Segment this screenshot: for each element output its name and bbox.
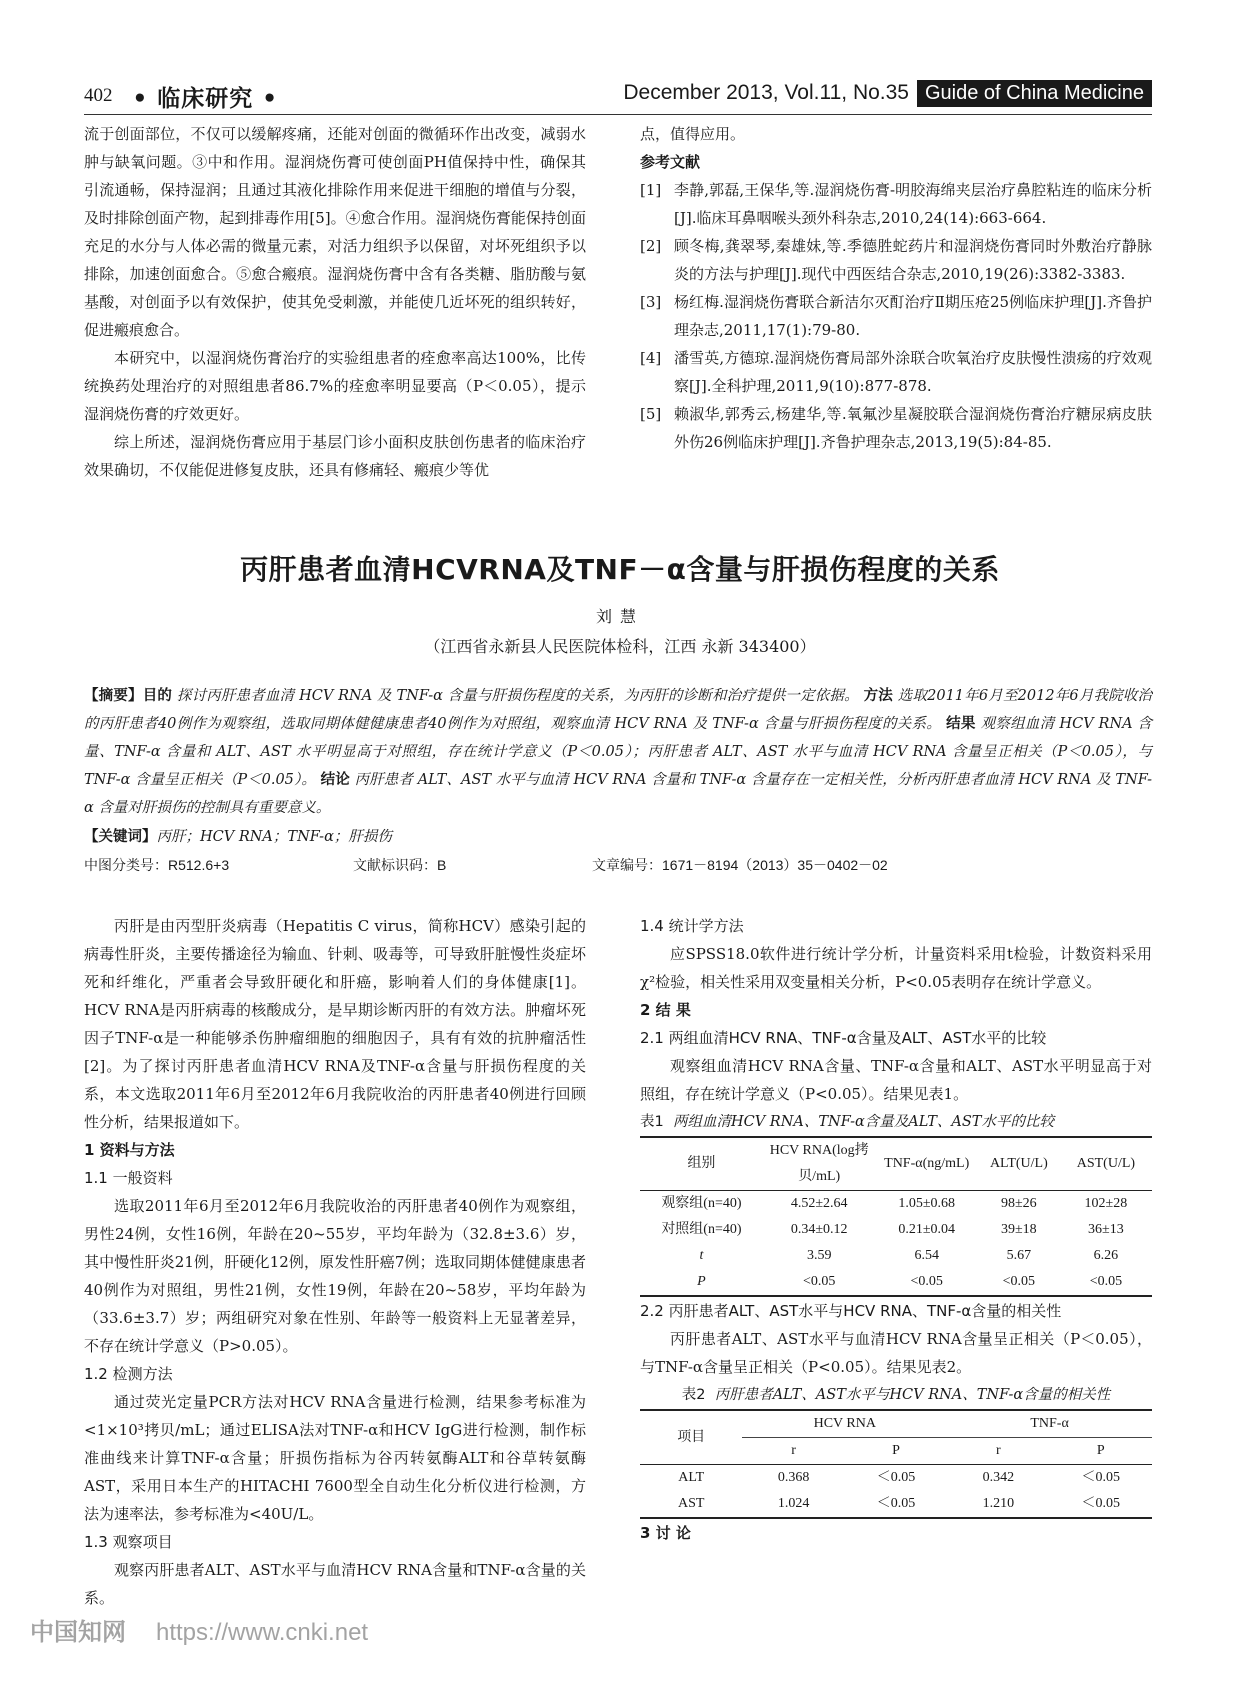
table-cell: P xyxy=(697,1274,706,1289)
table-cell: ALT xyxy=(678,1470,705,1485)
table-header-cell: HCV RNA xyxy=(813,1416,876,1431)
table-row xyxy=(640,1217,1152,1243)
running-header-right xyxy=(623,78,1152,108)
subsection-heading: 1.3 观察项目 xyxy=(84,1533,173,1551)
reference-item xyxy=(640,232,1152,288)
article-number xyxy=(592,851,888,880)
prev-paragraph-3: 综上所述，湿润烧伤膏应用于基层门诊小面积皮肤创伤患者的临床治疗效果确切，不仅能促进修复皮肤，还具有修痛轻、瘢痕少等优 xyxy=(84,433,586,479)
table-cell: 1.05±0.68 xyxy=(898,1196,956,1211)
table2-caption xyxy=(640,1381,1152,1409)
reference-number: [3] xyxy=(640,293,662,311)
table-header-cell: 项目 xyxy=(677,1429,706,1445)
table-cell: 39±18 xyxy=(1001,1222,1037,1237)
article-affiliation: （江西省永新县人民医院体检科，江西 永新 343400） xyxy=(424,637,816,656)
section-heading: 3 讨 论 xyxy=(640,1524,691,1542)
reference-text: 潘雪英,方德琼.湿润烧伤膏局部外涂联合吹氧治疗皮肤慢性溃疡的疗效观察[J].全科护理,2011,9(10):877-878. xyxy=(674,349,1152,395)
table-cell: <0.05 xyxy=(1089,1274,1123,1289)
table-header-row xyxy=(640,1410,1152,1438)
table-header-cell: P xyxy=(845,1438,947,1465)
page-number: 402 xyxy=(84,85,113,106)
table-cell: ＜0.05 xyxy=(1081,1496,1121,1511)
section-heading: 2 结 果 xyxy=(640,1001,691,1019)
table-cell: 0.368 xyxy=(777,1470,810,1485)
table-row xyxy=(640,1191,1152,1218)
table-cell: 对照组(n=40) xyxy=(661,1222,742,1237)
cnki-watermark xyxy=(30,1612,368,1647)
subsection-heading: 1.2 检测方法 xyxy=(84,1365,173,1383)
subsection-heading: 1.1 一般资料 xyxy=(84,1169,173,1187)
table-cell: 98±26 xyxy=(1001,1196,1037,1211)
table-cell: 5.67 xyxy=(1006,1248,1032,1263)
reference-item xyxy=(640,344,1152,400)
keywords-text: 丙肝；HCV RNA；TNF-α；肝损伤 xyxy=(156,829,392,845)
article-no-value: 1671－8194（2013）35－0402－02 xyxy=(662,857,888,873)
table-cell: ＜0.05 xyxy=(876,1470,916,1485)
table-cell: ＜0.05 xyxy=(1081,1470,1121,1485)
body-paragraph: 通过荧光定量PCR方法对HCV RNA含量进行检测，结果参考标准为<1×10³拷贝/mL；通过ELISA法对TNF-α和HCV IgG进行检测，制作标准曲线来计算TNF-α含量；肝损伤指标为谷丙转氨酶ALT和谷草转氨酶AST，采用日本生产的HITACHI 7600型全自动生化分析仪进行检测，方法为速率法，参考标准为<40U/L。 xyxy=(84,1393,586,1523)
article-title: 丙肝患者血清HCVRNA及TNF－α含量与肝损伤程度的关系 xyxy=(240,553,1000,586)
abstract-conclusion-label: 结论 xyxy=(320,772,350,788)
section-name: • 临床研究 • xyxy=(132,85,278,112)
abstract-purpose: 探讨丙肝患者血清 HCV RNA 及 TNF-α 含量与肝损伤程度的关系，为丙肝的诊断和治疗提供一定依据。 xyxy=(176,688,859,704)
prev-article-right-column xyxy=(640,120,1152,456)
table-header-cell: HCV RNA(log拷贝/mL) xyxy=(769,1143,869,1184)
table-cell: t xyxy=(699,1248,704,1263)
abstract-conclusion: 丙肝患者 ALT、AST 水平与血清 HCV RNA 含量和 TNF-α 含量存在一定相关性，分析丙肝患者血清 HCV RNA 及 TNF-α 含量对肝损伤的控制具有重要意义。 xyxy=(84,772,1153,816)
table-cell: 3.59 xyxy=(806,1248,832,1263)
keywords xyxy=(84,823,1152,851)
table-cell: 6.26 xyxy=(1093,1248,1119,1263)
table-cell: 4.52±2.64 xyxy=(790,1196,848,1211)
reference-number: [1] xyxy=(640,181,662,199)
doc-code-value: B xyxy=(437,857,447,873)
table-header-cell: r xyxy=(947,1438,1049,1465)
table-header-cell: ALT(U/L) xyxy=(989,1156,1048,1171)
table-header-cell: AST(U/L) xyxy=(1076,1156,1136,1171)
table-row xyxy=(640,1243,1152,1269)
reference-item xyxy=(640,400,1152,456)
running-header-left xyxy=(84,78,278,114)
clc-number xyxy=(84,851,229,880)
abstract-method: 选取2011年6月至2012年6月我院收治的丙肝患者40例作为观察组，选取同期体健健康患者40例作为对照组，观察血清 HCV RNA 及 TNF-α 含量与肝损伤程度的关系。 xyxy=(84,688,1153,732)
abstract xyxy=(84,682,1152,822)
subsection-heading: 1.4 统计学方法 xyxy=(640,917,744,935)
table-header-cell: P xyxy=(1050,1438,1152,1465)
subsection-heading: 2.1 两组血清HCV RNA、TNF-α含量及ALT、AST水平的比较 xyxy=(640,1029,1047,1047)
body-paragraph: 选取2011年6月至2012年6月我院收治的丙肝患者40例作为观察组，男性24例，女性16例，年龄在20~55岁，平均年龄为（32.8±3.6）岁，其中慢性肝炎21例，肝硬化12例，原发性肝癌7例；选取同期体健健康患者40例作为对照组，男性21例，女性19例，年龄在20~58岁，平均年龄为（33.6±3.7）岁；两组研究对象在性别、年龄等一般资料上无显著差异，不存在统计学意义（P>0.05）。 xyxy=(84,1197,586,1355)
table1-title: 两组血清HCV RNA、TNF-α含量及ALT、AST水平的比较 xyxy=(672,1114,1054,1130)
reference-text: 顾冬梅,龚翠琴,秦雄妹,等.季德胜蛇药片和湿润烧伤膏同时外敷治疗静脉炎的方法与护理[J].现代中西医结合杂志,2010,19(26):3382-3383. xyxy=(674,237,1152,283)
reference-number: [2] xyxy=(640,237,662,255)
doc-code-label: 文献标识码： xyxy=(353,858,437,874)
body-paragraph: 观察丙肝患者ALT、AST水平与血清HCV RNA含量和TNF-α含量的关系。 xyxy=(84,1561,586,1607)
clc-label: 中图分类号： xyxy=(84,858,168,874)
reference-text: 李静,郭磊,王保华,等.湿润烧伤膏-明胶海绵夹层治疗鼻腔粘连的临床分析[J].临床耳鼻咽喉头颈外科杂志,2010,24(14):663-664. xyxy=(674,181,1152,227)
table-header-cell: TNF-α xyxy=(1030,1416,1069,1431)
body-paragraph: 应SPSS18.0软件进行统计学分析，计量资料采用t检验，计数资料采用χ²检验，相关性采用双变量相关分析，P<0.05表明存在统计学意义。 xyxy=(640,945,1152,991)
clc-value: R512.6+3 xyxy=(168,857,230,873)
table2-title: 丙肝患者ALT、AST水平与HCV RNA、TNF-α含量的相关性 xyxy=(714,1387,1111,1403)
table2 xyxy=(640,1409,1152,1519)
table-header-cell: r xyxy=(742,1438,844,1465)
table1-caption xyxy=(640,1108,1152,1136)
abstract-purpose-label: 目的 xyxy=(142,688,173,704)
references-title: 参考文献 xyxy=(640,153,701,171)
header-rule xyxy=(84,114,1152,115)
table-row xyxy=(640,1269,1152,1296)
body-right-column xyxy=(640,912,1152,1547)
table1-number: 表1 xyxy=(640,1114,664,1130)
reference-text: 赖淑华,郭秀云,杨建华,等.氧氟沙星凝胶联合湿润烧伤膏治疗糖尿病皮肤外伤26例临床护理[J].齐鲁护理杂志,2013,19(5):84-85. xyxy=(674,405,1152,451)
table-header-cell: TNF-α(ng/mL) xyxy=(884,1156,970,1171)
prev-continuation: 点，值得应用。 xyxy=(640,125,746,143)
body-left-column xyxy=(84,912,586,1612)
table-cell: <0.05 xyxy=(910,1274,943,1289)
issue-info: December 2013, Vol.11, No.35 xyxy=(623,81,909,104)
table-cell: ＜0.05 xyxy=(876,1496,916,1511)
table-cell: AST xyxy=(677,1496,705,1511)
article-author: 刘慧 xyxy=(595,607,644,626)
watermark-url: https://www.cnki.net xyxy=(156,1619,369,1646)
journal-name: Guide of China Medicine xyxy=(917,80,1152,107)
reference-item xyxy=(640,176,1152,232)
abstract-method-label: 方法 xyxy=(863,688,893,704)
reference-number: [4] xyxy=(640,349,662,367)
table-cell: 0.34±0.12 xyxy=(790,1222,848,1237)
keywords-label: 【关键词】 xyxy=(84,829,157,845)
table-cell: 观察组(n=40) xyxy=(661,1196,742,1211)
reference-number: [5] xyxy=(640,405,662,423)
prev-paragraph-2: 本研究中，以湿润烧伤膏治疗的实验组患者的痊愈率高达100%，比传统换药处理治疗的对照组患者86.7%的痊愈率明显要高（P＜0.05），提示湿润烧伤膏的疗效更好。 xyxy=(84,349,586,423)
prev-article-left-column xyxy=(84,120,586,484)
table-cell: 1.024 xyxy=(777,1496,810,1511)
abstract-label: 【摘要】 xyxy=(84,688,143,704)
intro-paragraph: 丙肝是由丙型肝炎病毒（Hepatitis C virus，简称HCV）感染引起的病毒性肝炎，主要传播途径为输血、针刺、吸毒等，可导致肝脏慢性炎症坏死和纤维化，严重者会导致肝硬化和肝癌，影响着人们的身体健康[1]。HCV RNA是丙肝病毒的核酸成分，是早期诊断丙肝的有效方法。肿瘤坏死因子TNF-α是一种能够杀伤肿瘤细胞的细胞因子，具有有效的抗肿瘤活性[2]。为了探讨丙肝患者血清HCV RNA及TNF-α含量与肝损伤程度的关系，本文选取2011年6月至2012年6月我院收治的丙肝患者40例进行回顾性分析，结果报道如下。 xyxy=(84,917,586,1131)
abstract-result-label: 结果 xyxy=(946,716,976,732)
section-heading: 1 资料与方法 xyxy=(84,1141,175,1159)
table-row xyxy=(640,1465,1152,1492)
table-cell: 102±28 xyxy=(1084,1196,1128,1211)
reference-item xyxy=(640,288,1152,344)
article-no-label: 文章编号： xyxy=(592,858,662,874)
abstract-result: 观察组血清 HCV RNA 含量、TNF-α 含量和 ALT、AST 水平明显高于对照组，存在统计学意义（P＜0.05）；丙肝患者 ALT、AST 水平与血清 HCV RNA 含量呈正相关（P＜0.05），与 TNF-α 含量呈正相关（P＜0.05）。 xyxy=(84,716,1153,788)
table-row xyxy=(640,1491,1152,1518)
body-paragraph: 丙肝患者ALT、AST水平与血清HCV RNA含量呈正相关（P＜0.05），与TNF-α含量呈正相关（P<0.05）。结果见表2。 xyxy=(640,1330,1152,1376)
table-cell: 1.210 xyxy=(982,1496,1015,1511)
table-cell: <0.05 xyxy=(1002,1274,1036,1289)
table-cell: 36±13 xyxy=(1088,1222,1124,1237)
table-cell: 0.21±0.04 xyxy=(898,1222,956,1237)
reference-text: 杨红梅.湿润烧伤膏联合新洁尔灭酊治疗Ⅱ期压疮25例临床护理[J].齐鲁护理杂志,2011,17(1):79-80. xyxy=(674,293,1152,339)
table2-number: 表2 xyxy=(681,1387,706,1403)
table1 xyxy=(640,1136,1152,1297)
watermark-logo-text: 中国知网 xyxy=(30,1618,126,1646)
document-code xyxy=(353,851,446,880)
table-cell: 0.342 xyxy=(982,1470,1015,1485)
body-paragraph: 观察组血清HCV RNA含量、TNF-α含量和ALT、AST水平明显高于对照组，存在统计学意义（P<0.05）。结果见表1。 xyxy=(640,1057,1152,1103)
table-cell: <0.05 xyxy=(802,1274,836,1289)
table-header-cell: 组别 xyxy=(687,1156,716,1171)
table-header-row xyxy=(640,1137,1152,1191)
subsection-heading: 2.2 丙肝患者ALT、AST水平与HCV RNA、TNF-α含量的相关性 xyxy=(640,1302,1062,1320)
prev-paragraph-1: 流于创面部位，不仅可以缓解疼痛，还能对创面的微循环作出改变，减弱水肿与缺氧问题。③中和作用。湿润烧伤膏可使创面PH值保持中性，确保其引流通畅，保持湿润；且通过其液化排除作用来促进干细胞的增值与分裂，及时排除创面产物，起到排毒作用[5]。④愈合作用。湿润烧伤膏能保持创面充足的水分与人体必需的微量元素，对活力组织予以保留，对坏死组织予以排除，加速创面愈合。⑤愈合瘢痕。湿润烧伤膏中含有各类糖、脂肪酸与氨基酸，对创面予以有效保护，使其免受刺激，并能使几近坏死的组织转好，促进瘢痕愈合。 xyxy=(84,125,586,339)
table-cell: 6.54 xyxy=(914,1248,939,1263)
